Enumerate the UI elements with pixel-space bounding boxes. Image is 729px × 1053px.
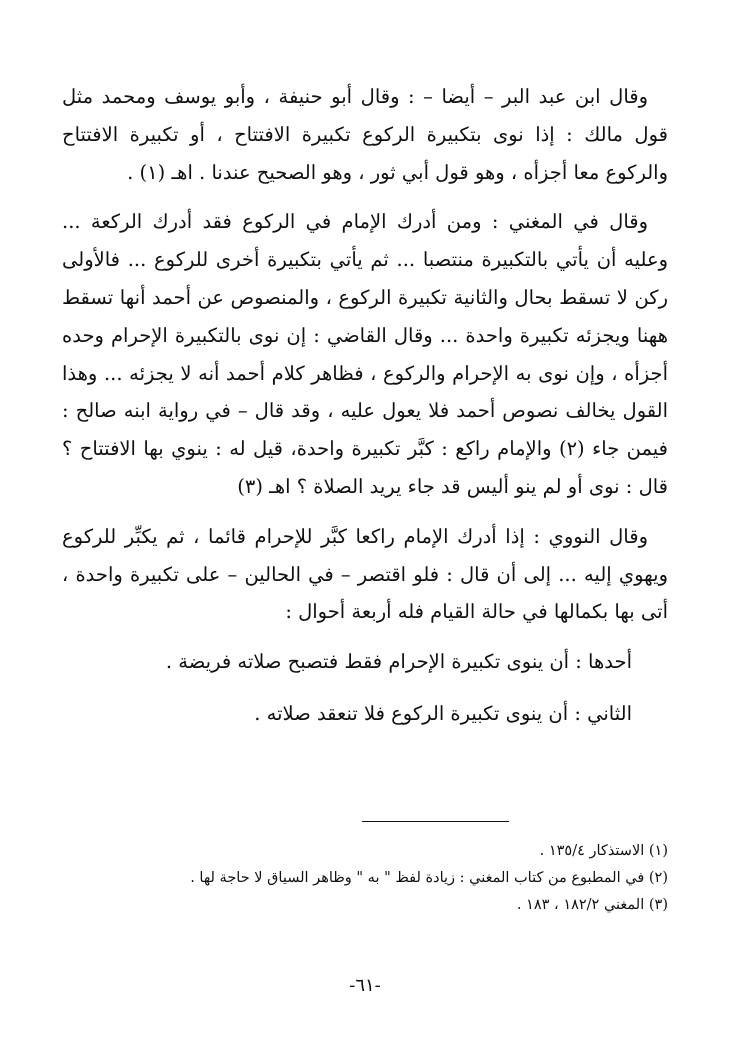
footnote-separator xyxy=(362,821,509,822)
paragraph-ibn-abd-al-barr: وقال ابن عبد البر – أيضا – : وقال أبو حنيفة ، وأبو يوسف ومحمد مثل قول مالك : إذا نوى بتكبيرة الركوع تكبيرة الافتتاح ، أو تكبيرة الافتتاح والركوع معا أجزأه ، وهو قول أبي ثور ، وهو الصحيح عندنا . اهـ (١) . xyxy=(62,85,668,184)
footnote-1: (١) الاستذكار ١٣٥/٤ . xyxy=(539,843,668,859)
list-item-second-case: الثاني : أن ينوى تكبيرة الركوع فلا تنعقد صلاته . xyxy=(254,701,632,725)
footnote-3: (٣) المغني ١٨٢/٢ ، ١٨٣ . xyxy=(516,897,668,913)
paragraph-al-nawawi: وقال النووي : إذا أدرك الإمام راكعا كبَّر للإحرام قائما ، ثم يكبِّر للركوع ويهوي إليه ... إلى أن قال : فلو اقتصر – في الحالين – على تكبيرة واحدة ، أتى بها بكمالها في حالة القيام فله أربعة أحوال : xyxy=(62,524,668,624)
page-number: -٦١- xyxy=(349,975,381,996)
footnote-2: (٢) في المطبوع من كتاب المغني : زيادة لفظ " به " وظاهر السياق لا حاجة لها . xyxy=(190,870,668,886)
paragraph-al-mughni: وقال في المغني : ومن أدرك الإمام في الركوع فقد أدرك الركعة ... وعليه أن يأتي بالتكبيرة منتصبا ... ثم يأتي بتكبيرة أخرى للركوع ... فالأولى ركن لا تسقط بحال والثانية تكبيرة الركوع ، والمنصوص عن أحمد أنها تسقط ههنا ويجزئه تكبيرة واحدة ... وقال القاضي : إن نوى بالتكبيرة الإحرام وحده أجزأه ، وإن نوى به الإحرام والركوع ، فظاهر كلام أحمد أنه لا يجزئه ... وهذا القول يخالف نصوص أحمد فلا يعول عليه ، وقد قال – في رواية ابنه صالح : فيمن جاء (٢) والإمام راكع : كبَّر تكبيرة واحدة، قيل له : ينوي بها الافتتاح ؟ قال : نوى أو لم ينو أليس قد جاء يريد الصلاة ؟ اهـ (٣) xyxy=(62,210,668,498)
list-item-first-case: أحدها : أن ينوى تكبيرة الإحرام فقط فتصبح صلاته فريضة . xyxy=(165,650,632,674)
main-text xyxy=(62,78,668,733)
footnotes xyxy=(120,838,668,919)
